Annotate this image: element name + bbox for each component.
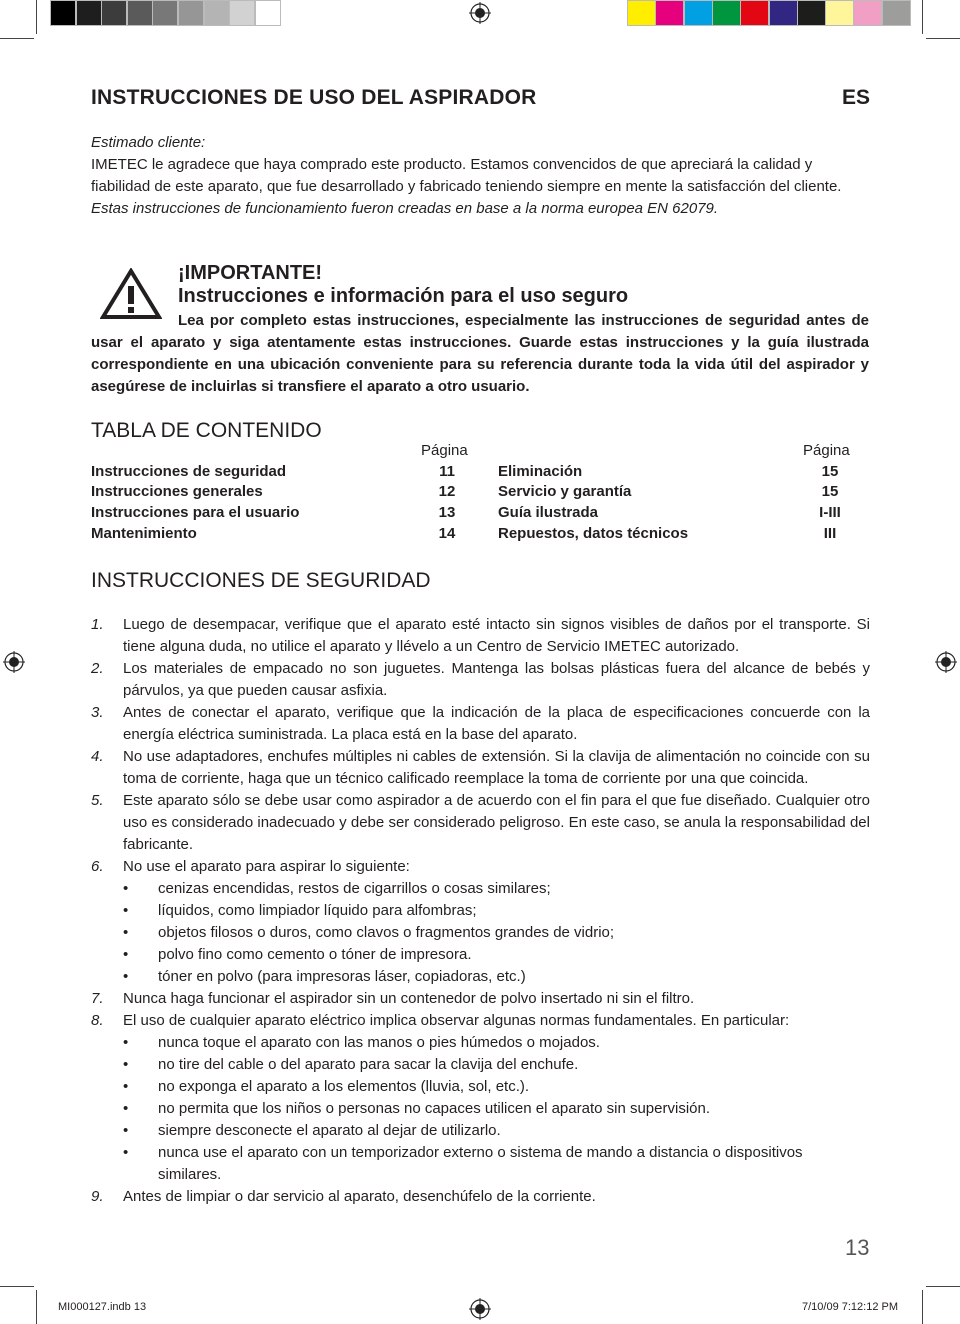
toc-label: Mantenimiento — [91, 524, 197, 542]
page-number: 13 — [845, 1235, 870, 1260]
language-code: ES — [842, 86, 871, 109]
toc-page: 15 — [821, 462, 839, 480]
safety-bullet: • líquidos, como limpiador líquido para alfombras; — [123, 900, 870, 922]
safety-item — [91, 988, 870, 1010]
safety-item — [91, 614, 870, 658]
important-subheading: Instrucciones e información para el uso seguro — [178, 285, 629, 307]
gray-swatch — [255, 0, 281, 26]
color-swatch — [882, 0, 911, 26]
toc-page: 13 — [438, 504, 456, 522]
safety-bullet: • polvo fino como cemento o tóner de impresora. — [123, 944, 870, 966]
safety-item-number: 6. — [91, 858, 104, 875]
gray-swatch — [178, 0, 204, 26]
safety-item — [91, 1010, 870, 1186]
safety-item-number: 4. — [91, 748, 104, 765]
toc-page: 12 — [438, 483, 456, 501]
registration-mark-icon — [469, 2, 491, 24]
safety-item — [91, 658, 870, 702]
toc-row — [498, 462, 870, 483]
toc-row — [498, 524, 870, 545]
safety-bullet: • siempre desconecte el aparato al dejar de utilizarlo. — [123, 1120, 870, 1142]
footer-file: MI000127.indb 13 — [58, 1301, 147, 1313]
safety-item-number: 9. — [91, 1188, 104, 1205]
toc-title: TABLA DE CONTENIDO — [91, 419, 322, 442]
toc-page: 15 — [821, 483, 839, 501]
important-body: Lea por completo estas instrucciones, especialmente las instrucciones de seguridad antes de usar el aparato y siga atentamente estas instrucciones. Guarde estas instrucciones y la guía ilustrada correspondiente en una ubicación conveniente para su referencia durante toda la vida útil del aspirador y asegúrese de incluirlas si transfiere el aparato a otro usuario. — [91, 312, 869, 395]
gray-swatch — [152, 0, 178, 26]
safety-title: INSTRUCCIONES DE SEGURIDAD — [91, 569, 431, 592]
safety-item-text: No use adaptadores, enchufes múltiples ni cables de extensión. Si la clavija de alimentación no coincide con su toma de corriente, haga que un técnico calificado reemplace la toma de corriente por una que coincida. — [123, 748, 870, 787]
color-swatch — [825, 0, 854, 26]
footer-datetime: 7/10/09 7:12:12 PM — [802, 1301, 899, 1313]
crop-mark — [922, 1290, 923, 1324]
toc-row — [498, 503, 870, 524]
safety-item-text: No use el aparato para aspirar lo siguiente: — [123, 858, 410, 875]
gray-swatch — [204, 0, 230, 26]
safety-bullet: • objetos filosos o duros, como clavos o fragmentos grandes de vidrio; — [123, 922, 870, 944]
crop-mark — [922, 0, 923, 34]
toc-row — [91, 524, 481, 545]
safety-bullet: • tóner en polvo (para impresoras láser, copiadoras, etc.) — [123, 966, 870, 988]
registration-mark-icon — [935, 651, 957, 673]
important-heading: ¡IMPORTANTE! — [178, 262, 323, 284]
color-swatch — [627, 0, 656, 26]
registration-mark-icon — [3, 651, 25, 673]
gray-swatch — [76, 0, 102, 26]
toc-label: Servicio y garantía — [498, 483, 632, 501]
safety-item — [91, 746, 870, 790]
intro-section — [91, 132, 871, 220]
toc-page: III — [823, 524, 837, 542]
safety-item-number: 1. — [91, 616, 104, 633]
color-swatch — [769, 0, 798, 26]
safety-item-text: Antes de limpiar o dar servicio al aparato, desenchúfelo de la corriente. — [123, 1188, 596, 1205]
toc-right-column — [498, 441, 870, 544]
safety-item-number: 8. — [91, 1012, 104, 1029]
toc-row — [91, 462, 481, 483]
color-swatch — [853, 0, 882, 26]
safety-bullet: • no permita que los niños o personas no capaces utilicen el aparato sin supervisión. — [123, 1098, 870, 1120]
toc-left-column — [91, 441, 481, 544]
toc-page-header: Página — [803, 442, 850, 459]
safety-item-text: Luego de desempacar, verifique que el aparato esté intacto sin signos visibles de daños por el transporte. Si tiene alguna duda, no utilice el aparato y llévelo a un Centro de Servicio IMETEC autorizado. — [123, 616, 870, 655]
safety-item-text: Antes de conectar el aparato, verifique que la indicación de la placa de especificaciones concuerde con la energía eléctrica suministrada. La placa está en la base del aparato. — [123, 704, 870, 743]
norm-note: Estas instrucciones de funcionamiento fueron creadas en base a la norma europea EN 62079. — [91, 200, 719, 217]
gray-swatch — [50, 0, 76, 26]
safety-item-number: 2. — [91, 660, 104, 677]
gray-swatch — [101, 0, 127, 26]
safety-item-number: 5. — [91, 792, 104, 809]
toc-label: Repuestos, datos técnicos — [498, 524, 689, 542]
crop-mark — [926, 1286, 960, 1287]
safety-bullet: • nunca use el aparato con un temporizador externo o sistema de mando a distancia o dispositivos similares. — [123, 1142, 870, 1186]
safety-bullet: • no tire del cable o del aparato para sacar la clavija del enchufe. — [123, 1054, 870, 1076]
toc-row — [91, 503, 481, 524]
safety-item-number: 3. — [91, 704, 104, 721]
safety-bullet: • nunca toque el aparato con las manos o pies húmedos o mojados. — [123, 1032, 870, 1054]
registration-mark-icon — [469, 1298, 491, 1320]
color-swatch — [712, 0, 741, 26]
toc-page: I-III — [819, 504, 841, 522]
safety-item-text: El uso de cualquier aparato eléctrico implica observar algunas normas fundamentales. En particular: — [123, 1012, 790, 1029]
toc-label: Instrucciones para el usuario — [91, 504, 300, 522]
safety-item-text: Este aparato sólo se debe usar como aspirador a de acuerdo con el fin para el que fue diseñado. Cualquier otro uso es considerado inadecuado y debe ser considerado peligroso. En este caso, se anula la responsabilidad del fabricante. — [123, 792, 870, 853]
toc-row — [498, 482, 870, 503]
color-swatch — [684, 0, 713, 26]
toc-page-header: Página — [421, 442, 468, 459]
safety-item — [91, 702, 870, 746]
crop-mark — [36, 1290, 37, 1324]
color-swatch — [655, 0, 684, 26]
crop-mark — [36, 0, 37, 34]
safety-list — [91, 614, 870, 1208]
toc-label: Instrucciones de seguridad — [91, 462, 287, 480]
intro-body: IMETEC le agradece que haya comprado este producto. Estamos convencidos de que apreciará la calidad y fiabilidad de este aparato, que fue desarrollado y fabricado teniendo siempre en mente la satisfacción del cliente. — [91, 156, 842, 195]
gray-swatch — [127, 0, 153, 26]
toc-page: 14 — [438, 524, 456, 542]
toc-label: Instrucciones generales — [91, 483, 263, 501]
safety-item-text: Los materiales de empacado no son juguetes. Mantenga las bolsas plásticas fuera del alcance de bebés y párvulos, ya que pueden causar asfixia. — [123, 660, 870, 699]
toc-page: 11 — [439, 462, 455, 480]
crop-mark — [926, 38, 960, 39]
safety-bullet: • no exponga el aparato a los elementos (lluvia, sol, etc.). — [123, 1076, 870, 1098]
toc-row — [91, 482, 481, 503]
gray-swatch — [229, 0, 255, 26]
greeting: Estimado cliente: — [91, 134, 206, 151]
safety-item-text: Nunca haga funcionar el aspirador sin un contenedor de polvo insertado ni sin el filtro. — [123, 990, 695, 1007]
crop-mark — [0, 38, 34, 39]
safety-bullet-list — [123, 1032, 870, 1186]
safety-bullet-list — [123, 878, 870, 988]
color-swatch — [740, 0, 769, 26]
toc-label: Eliminación — [498, 462, 583, 480]
safety-item-number: 7. — [91, 990, 104, 1007]
page-title: INSTRUCCIONES DE USO DEL ASPIRADOR — [91, 86, 537, 109]
safety-item — [91, 790, 870, 856]
safety-item — [91, 1186, 870, 1208]
toc-label: Guía ilustrada — [498, 504, 599, 522]
color-swatch — [797, 0, 826, 26]
safety-item — [91, 856, 870, 988]
safety-bullet: • cenizas encendidas, restos de cigarrillos o cosas similares; — [123, 878, 870, 900]
crop-mark — [0, 1286, 34, 1287]
